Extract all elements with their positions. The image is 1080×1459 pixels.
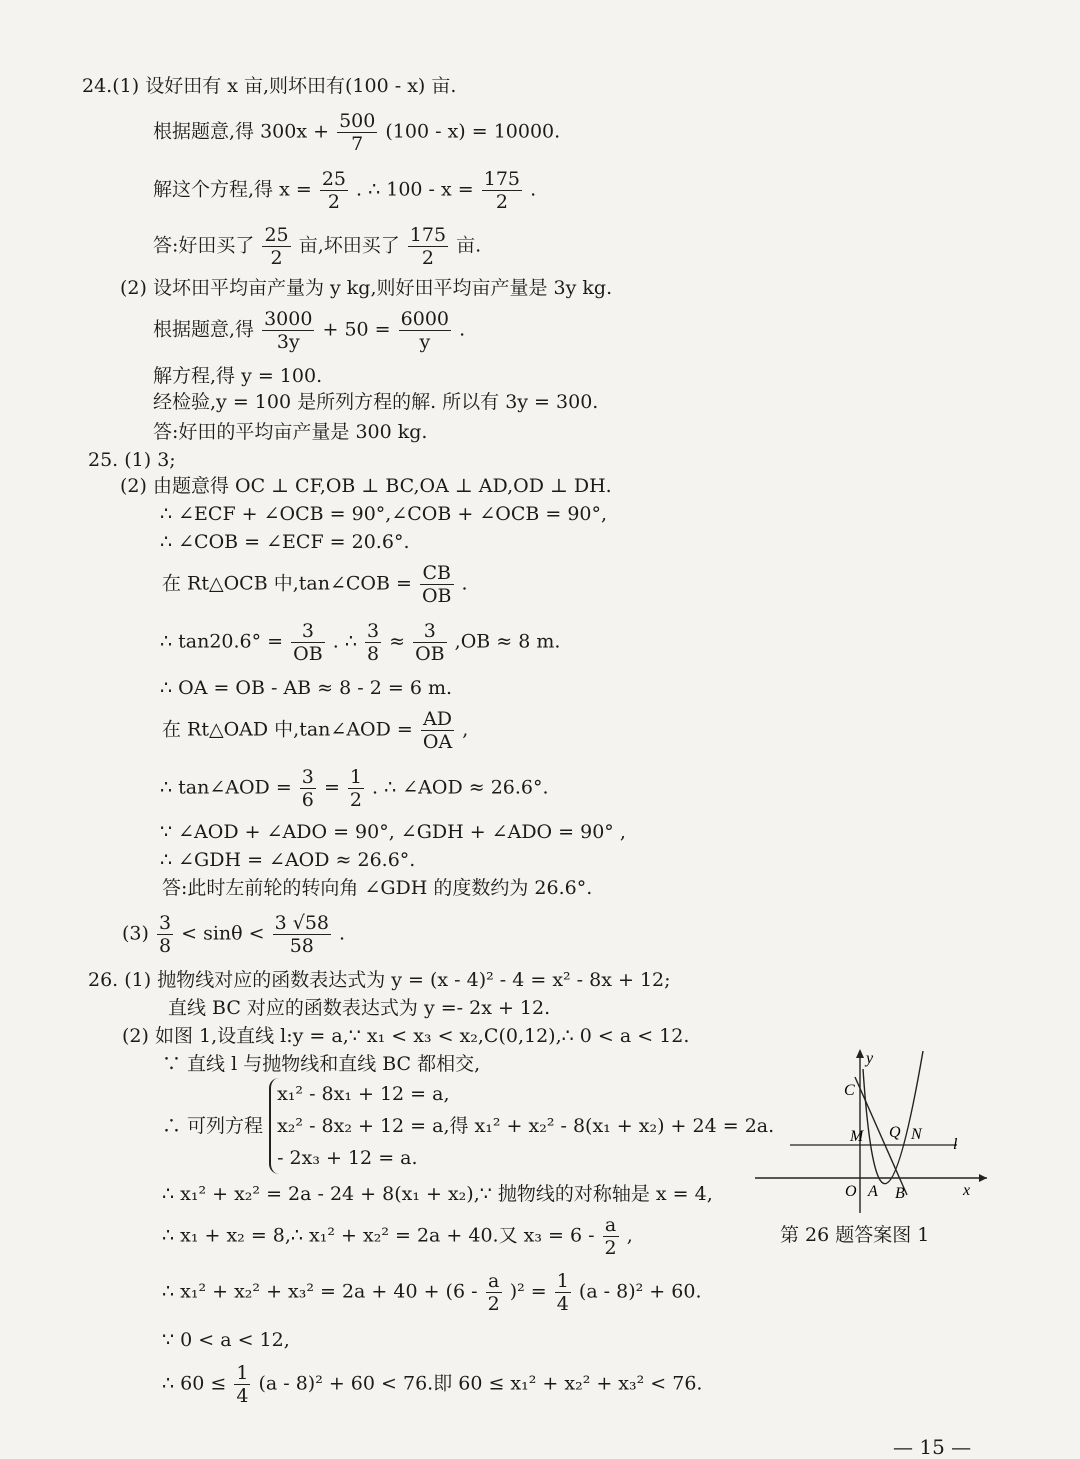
numerator: 6000 — [400, 308, 450, 330]
q24-part2-line1 — [120, 276, 612, 300]
text: ∴ x₁ + x₂ = 8,∴ x₁² + x₂² = 2a + 40.又 x₃ = 6 - — [162, 1224, 595, 1247]
q24-part1-answer — [153, 224, 481, 269]
q25-part2-line6: ∴ OA = OB - AB ≈ 8 - 2 = 6 m. — [160, 677, 453, 699]
q25-p3-label: (3) — [122, 922, 149, 945]
text: 解这个方程,得 x = — [153, 178, 312, 201]
text: . — [339, 922, 346, 945]
q25-part1: 25. (1) 3; — [88, 449, 176, 471]
text: 在 Rt△OAD 中,tan∠AOD = — [162, 718, 413, 741]
q25-part2-line8 — [160, 766, 549, 811]
denominator: 6 — [301, 789, 314, 811]
q25-part2-line7 — [162, 708, 468, 753]
q26-part2-line1: (2) 如图 1,设直线 l:y = a,∵ x₁ < x₃ < x₂,C(0,12),∴ 0 < a < 12. — [122, 1025, 690, 1047]
q25-part2-line5 — [160, 620, 560, 665]
denominator: OB — [293, 643, 323, 665]
text: < sinθ < — [181, 922, 265, 945]
q25-part2-line9: ∵ ∠AOD + ∠ADO = 90°, ∠GDH + ∠ADO = 90° , — [160, 821, 626, 843]
text: 在 Rt△OCB 中,tan∠COB = — [162, 572, 412, 595]
fraction — [421, 708, 454, 753]
denominator: 8 — [158, 935, 172, 957]
equation-1: x₁² - 8x₁ + 12 = a, — [277, 1083, 450, 1105]
q26-equation-system — [162, 1078, 774, 1174]
numerator: 500 — [339, 110, 376, 132]
text: . — [461, 572, 468, 595]
label-y: y — [866, 1050, 874, 1067]
fraction — [337, 110, 377, 155]
q24-part1-line2 — [153, 110, 560, 155]
numerator: 3 — [301, 766, 314, 788]
equation-3: - 2x₃ + 12 = a. — [277, 1147, 418, 1169]
denominator: 8 — [366, 643, 380, 665]
text: ,OB ≈ 8 m. — [454, 630, 561, 653]
text: (a - 8)² + 60 < 76.即 60 ≤ x₁² + x₂² + x₃² < 76. — [258, 1372, 703, 1395]
q26-part2-line3: ∴ x₁² + x₂² = 2a - 24 + 8(x₁ + x₂),∵ 抛物线的对称轴是 x = 4, — [162, 1183, 713, 1205]
text: ∴ 可列方程 — [162, 1115, 264, 1137]
numerator: 175 — [409, 224, 447, 246]
denominator: 2 — [604, 1237, 617, 1259]
numerator: a — [603, 1214, 619, 1237]
text: , — [626, 1224, 633, 1247]
q24-part2-line4: 经检验,y = 100 是所列方程的解. 所以有 3y = 300. — [153, 391, 599, 413]
text: ≈ — [389, 630, 406, 653]
numerator: 3 √58 — [274, 912, 329, 934]
q26-part2-line7 — [162, 1362, 702, 1407]
denominator: 2 — [270, 247, 283, 269]
numerator: 3 — [413, 620, 447, 643]
q24-part2-line3: 解方程,得 y = 100. — [153, 365, 323, 387]
fraction — [262, 224, 290, 269]
text: ∴ tan20.6° = — [160, 630, 284, 653]
numerator: 1 — [349, 766, 362, 788]
fraction — [273, 912, 331, 957]
q25-part2-answer: 答:此时左前轮的转向角 ∠GDH 的度数约为 26.6°. — [162, 877, 593, 899]
label-o: O — [845, 1183, 857, 1200]
q24-label: 24.(1) — [82, 75, 140, 97]
text: 根据题意,得 — [153, 318, 255, 341]
label-x: x — [963, 1182, 971, 1199]
text: 根据题意,得 300x + — [153, 120, 330, 143]
text: ∴ tan∠AOD = — [160, 776, 292, 799]
denominator: 2 — [421, 247, 434, 269]
numerator: 25 — [321, 168, 346, 190]
text: 亩,坏田买了 — [298, 234, 400, 257]
fraction — [234, 1362, 250, 1407]
fraction — [262, 308, 314, 353]
denominator: 2 — [487, 1293, 500, 1315]
denominator: OB — [421, 585, 452, 607]
q24-p1-text: 设好田有 x 亩,则坏田有(100 - x) 亩. — [145, 75, 457, 97]
denominator: 4 — [556, 1293, 569, 1315]
fraction — [482, 168, 522, 213]
numerator: 175 — [483, 168, 521, 190]
fraction — [365, 620, 381, 665]
fraction — [320, 168, 348, 213]
denominator: 4 — [236, 1385, 249, 1407]
q26-answer-figure — [745, 1045, 995, 1215]
denominator: 2 — [495, 191, 508, 213]
numerator: 3 — [366, 620, 380, 642]
label-n: N — [911, 1126, 922, 1143]
q25-part3 — [122, 912, 345, 957]
text: . ∴ 100 - x = — [356, 178, 474, 201]
label-b: B — [895, 1185, 905, 1202]
q24-p2-label: (2) — [120, 277, 147, 299]
text: , — [462, 718, 469, 741]
numerator: 1 — [556, 1270, 569, 1292]
fraction — [486, 1270, 502, 1315]
q24-part2-answer: 答:好田的平均亩产量是 300 kg. — [153, 421, 428, 443]
denominator: OA — [422, 731, 453, 753]
q25-part2-line1: (2) 由题意得 OC ⊥ CF,OB ⊥ BC,OA ⊥ AD,OD ⊥ DH. — [120, 475, 612, 497]
text: = — [323, 776, 340, 799]
q26-part2-line4 — [162, 1214, 633, 1259]
fraction — [420, 562, 454, 607]
equation-2: x₂² - 8x₂ + 12 = a,得 x₁² + x₂² - 8(x₁ + x₂) + 24 = 2a. — [277, 1115, 775, 1137]
denominator: y — [419, 331, 431, 353]
text: + 50 = — [322, 318, 391, 341]
label-c: C — [844, 1082, 855, 1099]
fraction — [413, 620, 447, 665]
label-q: Q — [889, 1124, 901, 1141]
text: . — [530, 178, 537, 201]
numerator: 25 — [264, 224, 289, 246]
y-axis-arrow — [856, 1049, 864, 1058]
text: . ∴ ∠AOD ≈ 26.6°. — [372, 776, 549, 799]
x-axis-arrow — [979, 1174, 987, 1182]
denominator: 2 — [327, 191, 340, 213]
label-m: M — [850, 1128, 864, 1145]
text: ∴ 60 ≤ — [162, 1372, 227, 1395]
text: . — [459, 318, 466, 341]
text: . ∴ — [332, 630, 357, 653]
fraction — [555, 1270, 571, 1315]
denominator: 58 — [289, 935, 314, 957]
numerator: 3000 — [264, 308, 313, 330]
brace-system — [269, 1078, 774, 1174]
fraction — [399, 308, 451, 353]
figure-caption: 第 26 题答案图 1 — [780, 1224, 930, 1246]
fraction — [291, 620, 325, 665]
q26-part2-line6: ∵ 0 < a < 12, — [162, 1329, 290, 1351]
text: 亩. — [456, 234, 482, 257]
fraction — [603, 1214, 619, 1259]
text: (a - 8)² + 60. — [578, 1280, 702, 1303]
q26-part2-line2: ∵ 直线 l 与抛物线和直线 BC 都相交, — [162, 1053, 481, 1075]
text: 答:好田买了 — [153, 234, 255, 257]
q26-part1-line2: 直线 BC 对应的函数表达式为 y =- 2x + 12. — [168, 997, 551, 1019]
text: ∴ x₁² + x₂² + x₃² = 2a + 40 + (6 - — [162, 1280, 478, 1303]
q24-part1-line1 — [82, 74, 456, 98]
fraction — [408, 224, 448, 269]
fraction — [348, 766, 364, 811]
denominator: 2 — [349, 789, 362, 811]
text: )² = — [509, 1280, 547, 1303]
label-a: A — [868, 1183, 878, 1200]
q25-part2-line2: ∴ ∠ECF + ∠OCB = 90°,∠COB + ∠OCB = 90°, — [160, 503, 608, 525]
q26-part1-line1: 26. (1) 抛物线对应的函数表达式为 y = (x - 4)² - 4 = x² - 8x + 12; — [88, 969, 671, 991]
denominator: 3y — [276, 331, 300, 353]
q25-part2-line4 — [162, 562, 468, 607]
text: 设坏田平均亩产量为 y kg,则好田平均亩产量是 3y kg. — [152, 277, 613, 299]
numerator: CB — [420, 562, 454, 585]
denominator: 7 — [351, 133, 364, 155]
numerator: 1 — [236, 1362, 249, 1384]
numerator: a — [486, 1270, 502, 1293]
fraction — [157, 912, 173, 957]
fraction — [300, 766, 316, 811]
label-l: l — [953, 1136, 958, 1153]
numerator: AD — [421, 708, 454, 731]
text: (100 - x) = 10000. — [385, 120, 561, 143]
q24-part2-line2 — [153, 308, 465, 353]
q25-part2-line10: ∴ ∠GDH = ∠AOD ≈ 26.6°. — [160, 849, 416, 871]
q25-part2-line3: ∴ ∠COB = ∠ECF = 20.6°. — [160, 531, 410, 553]
q26-part2-line5 — [162, 1270, 701, 1315]
q24-part1-line3 — [153, 168, 536, 213]
numerator: 3 — [291, 620, 325, 643]
denominator: OB — [415, 643, 445, 665]
page-number: — 15 — — [893, 1435, 972, 1459]
numerator: 3 — [158, 912, 172, 934]
